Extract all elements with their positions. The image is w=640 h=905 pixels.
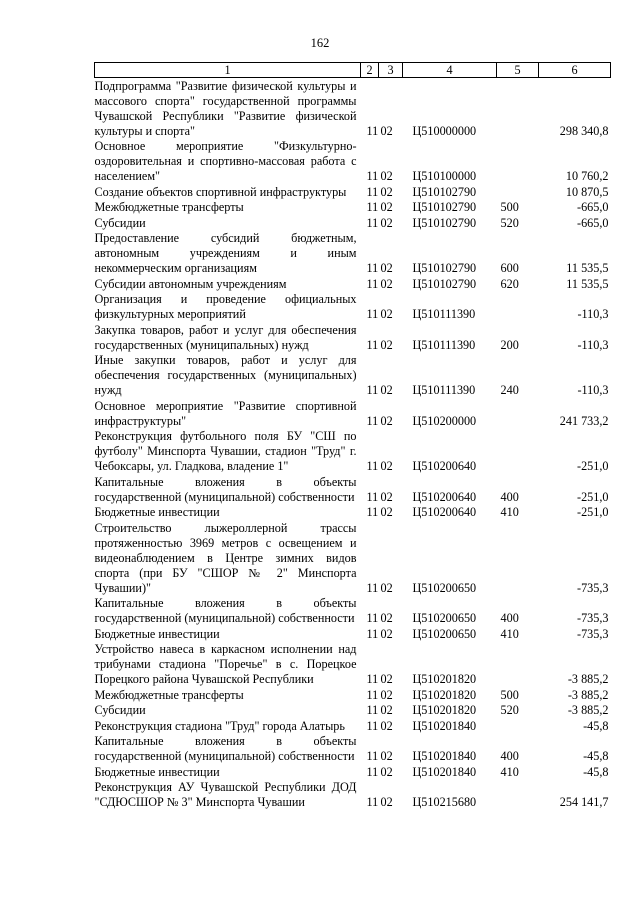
row-amount-cell: 241 733,2: [559, 413, 609, 428]
row-subsection-cell: 02: [380, 215, 393, 230]
row-amount-cell: -110,3: [577, 307, 609, 321]
row-subsection-cell: 02: [380, 718, 393, 733]
table-row: [95, 184, 611, 200]
table-row: [95, 429, 611, 475]
row-section-cell: 11: [366, 276, 379, 291]
row-amount-cell: 10 760,2: [565, 169, 609, 183]
row-section-cell: 11: [366, 626, 379, 641]
row-section-cell: 11: [366, 505, 379, 519]
row-amount-cell: -3 885,2: [567, 703, 609, 717]
row-amount-cell: -251,0: [577, 505, 609, 519]
row-subsection-cell: 02: [380, 672, 393, 686]
row-section-cell: 11: [366, 611, 379, 625]
row-section-cell: 11: [366, 718, 379, 733]
table-row: [95, 292, 611, 323]
row-target-article-cell: Ц510200640: [412, 459, 477, 473]
row-amount-cell: 254 141,7: [559, 795, 609, 809]
row-expense-type-cell: [497, 718, 539, 734]
row-amount-cell: -3 885,2: [567, 687, 609, 702]
row-name-cell: Подпрограмма "Развитие физической культуры и массового спорта" государственной программы Чувашской Республики "Развитие физической культуры и спорта": [94, 78, 357, 138]
table-row: [95, 231, 611, 277]
row-target-article-cell: Ц510111390: [412, 337, 476, 352]
table-row: [95, 626, 611, 642]
table-row: [95, 718, 611, 734]
row-subsection-cell: 02: [380, 505, 393, 519]
row-expense-type-cell: [497, 184, 539, 200]
row-section-cell: 11: [366, 672, 379, 686]
header-cell-csr: 4: [403, 63, 497, 78]
row-name-cell: Капитальные вложения в объекты государственной (муниципальной) собственности: [94, 734, 357, 763]
row-expense-type-cell: 520: [500, 215, 519, 230]
row-expense-type-cell: 500: [500, 200, 519, 214]
row-name-cell: Основное мероприятие "Развитие спортивной инфраструктуры": [94, 398, 357, 428]
table-row: [95, 520, 611, 596]
table-row: [95, 703, 611, 719]
table-row: [95, 474, 611, 505]
row-target-article-cell: Ц510201840: [412, 718, 477, 733]
row-name-cell: Устройство навеса в каркасном исполнении над трибунами стадиона "Поречье" в с. Порецкое Порецкого района Чувашской Республики: [94, 642, 357, 686]
row-amount-cell: 11 535,5: [566, 276, 609, 291]
row-name-cell: Организация и проведение официальных физкультурных мероприятий: [94, 292, 357, 321]
row-amount-cell: -665,0: [577, 200, 609, 214]
row-name-cell: Межбюджетные трансферты: [94, 200, 244, 214]
table-row: [95, 596, 611, 627]
row-section-cell: 11: [366, 184, 379, 199]
row-name-cell: Создание объектов спортивной инфраструктуры: [94, 184, 347, 199]
row-subsection-cell: 02: [380, 703, 393, 717]
row-target-article-cell: Ц510201820: [412, 703, 477, 717]
row-section-cell: 11: [366, 337, 379, 352]
row-expense-type-cell: [497, 520, 539, 596]
row-target-article-cell: Ц510200000: [412, 413, 477, 428]
row-subsection-cell: 02: [380, 580, 393, 595]
row-subsection-cell: 02: [380, 626, 393, 641]
row-name-cell: Реконструкция футбольного поля БУ "СШ по футболу" Минспорта Чувашии, стадион "Труд" г. Чебоксары, ул. Гладкова, владение 1": [94, 429, 357, 473]
row-subsection-cell: 02: [380, 413, 393, 428]
row-amount-cell: 298 340,8: [559, 123, 609, 138]
row-amount-cell: -110,3: [577, 337, 609, 352]
row-subsection-cell: 02: [380, 383, 393, 397]
table-row: [95, 642, 611, 688]
row-target-article-cell: Ц510200640: [412, 489, 477, 504]
row-name-cell: Реконструкция АУ Чувашской Республики ДОД "СДЮСШОР № 3" Минспорта Чувашии: [94, 780, 357, 809]
row-subsection-cell: 02: [380, 169, 393, 183]
row-section-cell: 11: [366, 261, 379, 275]
row-expense-type-cell: 410: [500, 505, 519, 519]
table-row: [95, 734, 611, 765]
row-expense-type-cell: [497, 429, 539, 475]
row-amount-cell: -110,3: [577, 383, 609, 397]
row-subsection-cell: 02: [380, 459, 393, 473]
table-header: [95, 63, 611, 78]
row-target-article-cell: Ц510200650: [412, 580, 477, 595]
row-target-article-cell: Ц510102790: [412, 200, 477, 214]
row-amount-cell: -45,8: [583, 718, 609, 733]
row-expense-type-cell: [497, 780, 539, 811]
row-name-cell: Иные закупки товаров, работ и услуг для обеспечения государственных (муниципальных) нужд: [94, 353, 357, 397]
row-subsection-cell: 02: [380, 200, 393, 214]
row-expense-type-cell: [497, 398, 539, 429]
row-name-cell: Основное мероприятие "Физкультурно-оздоровительная и спортивно-массовая работа с населением": [94, 139, 357, 183]
row-target-article-cell: Ц510111390: [412, 307, 476, 321]
row-target-article-cell: Ц510102790: [412, 261, 477, 275]
row-expense-type-cell: 410: [500, 626, 519, 641]
row-subsection-cell: 02: [380, 307, 393, 321]
table-row: [95, 276, 611, 292]
row-name-cell: Предоставление субсидий бюджетным, автономным учреждениям и иным некоммерческим организациям: [94, 231, 357, 275]
row-target-article-cell: Ц510200640: [412, 505, 477, 519]
row-amount-cell: 10 870,5: [565, 184, 609, 199]
row-subsection-cell: 02: [380, 795, 393, 809]
table-row: [95, 687, 611, 703]
table-row: [95, 780, 611, 811]
row-name-cell: Строительство лыжероллерной трассы протяженностью 3969 метров с освещением и видеонаблюдением в Центре зимних видов спорта (при БУ "СШОР № 2" Минспорта Чувашии)": [94, 520, 357, 595]
budget-table: [94, 62, 611, 810]
row-name-cell: Бюджетные инвестиции: [94, 764, 220, 779]
row-subsection-cell: 02: [380, 337, 393, 352]
row-name-cell: Бюджетные инвестиции: [94, 505, 220, 519]
row-subsection-cell: 02: [380, 123, 393, 138]
row-amount-cell: 11 535,5: [566, 261, 609, 275]
row-name-cell: Субсидии автономным учреждениям: [94, 276, 287, 291]
header-cell-pr: 3: [379, 63, 403, 78]
row-amount-cell: -735,3: [577, 580, 609, 595]
header-cell-rz: 2: [361, 63, 379, 78]
row-section-cell: 11: [366, 795, 379, 809]
row-target-article-cell: Ц510200650: [412, 626, 477, 641]
row-target-article-cell: Ц510215680: [412, 795, 477, 809]
row-section-cell: 11: [366, 215, 379, 230]
table-row: [95, 353, 611, 399]
row-expense-type-cell: [497, 292, 539, 323]
table-row: [95, 200, 611, 216]
row-target-article-cell: Ц510201840: [412, 764, 477, 779]
row-section-cell: 11: [366, 703, 379, 717]
row-expense-type-cell: [497, 78, 539, 139]
row-name-cell: Капитальные вложения в объекты государственной (муниципальной) собственности: [94, 474, 357, 504]
row-amount-cell: -735,3: [577, 626, 609, 641]
row-name-cell: Межбюджетные трансферты: [94, 687, 244, 702]
table-row: [95, 139, 611, 185]
row-subsection-cell: 02: [380, 184, 393, 199]
header-cell-vr: 5: [497, 63, 539, 78]
row-target-article-cell: Ц510102790: [412, 215, 477, 230]
table-row: [95, 764, 611, 780]
row-subsection-cell: 02: [380, 687, 393, 702]
row-amount-cell: -45,8: [583, 764, 609, 779]
row-name-cell: Капитальные вложения в объекты государственной (муниципальной) собственности: [94, 596, 357, 625]
row-name-cell: Закупка товаров, работ и услуг для обеспечения государственных (муниципальных) нужд: [94, 322, 357, 352]
row-expense-type-cell: 400: [500, 749, 519, 763]
row-target-article-cell: Ц510100000: [412, 169, 477, 183]
row-amount-cell: -735,3: [577, 611, 609, 625]
row-section-cell: 11: [366, 687, 379, 702]
row-target-article-cell: Ц510000000: [412, 123, 477, 138]
row-amount-cell: -251,0: [577, 459, 609, 473]
row-section-cell: 11: [366, 580, 379, 595]
row-amount-cell: -3 885,2: [567, 672, 609, 686]
table-body: [95, 78, 611, 811]
row-subsection-cell: 02: [380, 276, 393, 291]
row-expense-type-cell: 410: [500, 764, 519, 779]
row-target-article-cell: Ц510201820: [412, 687, 477, 702]
row-target-article-cell: Ц510200650: [412, 611, 477, 625]
row-section-cell: 11: [366, 413, 379, 428]
row-expense-type-cell: 400: [500, 489, 519, 504]
table-row: [95, 215, 611, 231]
page-number: 162: [310, 36, 330, 50]
row-target-article-cell: Ц510111390: [412, 383, 476, 397]
row-amount-cell: -665,0: [577, 215, 609, 230]
row-section-cell: 11: [366, 123, 379, 138]
table-row: [95, 78, 611, 139]
table-row: [95, 398, 611, 429]
row-section-cell: 11: [366, 489, 379, 504]
table-row: [95, 505, 611, 521]
row-amount-cell: -251,0: [577, 489, 609, 504]
row-subsection-cell: 02: [380, 261, 393, 275]
table-row: [95, 322, 611, 353]
row-subsection-cell: 02: [380, 489, 393, 504]
row-expense-type-cell: 200: [500, 337, 519, 352]
row-section-cell: 11: [366, 307, 379, 321]
row-section-cell: 11: [366, 459, 379, 473]
row-target-article-cell: Ц510201820: [412, 672, 477, 686]
header-cell-sum: 6: [539, 63, 611, 78]
row-section-cell: 11: [366, 383, 379, 397]
row-expense-type-cell: 240: [500, 383, 519, 397]
row-section-cell: 11: [366, 749, 379, 763]
row-subsection-cell: 02: [380, 611, 393, 625]
row-amount-cell: -45,8: [583, 749, 609, 763]
row-name-cell: Субсидии: [94, 215, 146, 230]
row-expense-type-cell: 600: [500, 261, 519, 275]
row-name-cell: Реконструкция стадиона "Труд" города Алатырь: [94, 718, 345, 733]
row-section-cell: 11: [366, 200, 379, 214]
row-section-cell: 11: [366, 169, 379, 183]
row-expense-type-cell: 500: [500, 687, 519, 702]
row-expense-type-cell: [497, 642, 539, 688]
row-expense-type-cell: 400: [500, 611, 519, 625]
row-target-article-cell: Ц510102790: [412, 276, 477, 291]
row-subsection-cell: 02: [380, 764, 393, 779]
row-target-article-cell: Ц510201840: [412, 749, 477, 763]
row-subsection-cell: 02: [380, 749, 393, 763]
row-expense-type-cell: 620: [500, 276, 519, 291]
row-section-cell: 11: [366, 764, 379, 779]
row-expense-type-cell: 520: [500, 703, 519, 717]
row-target-article-cell: Ц510102790: [412, 184, 477, 199]
row-name-cell: Бюджетные инвестиции: [94, 626, 220, 641]
header-cell-name: 1: [95, 63, 361, 78]
header-row: [95, 63, 611, 78]
row-expense-type-cell: [497, 139, 539, 185]
row-name-cell: Субсидии: [94, 703, 146, 717]
